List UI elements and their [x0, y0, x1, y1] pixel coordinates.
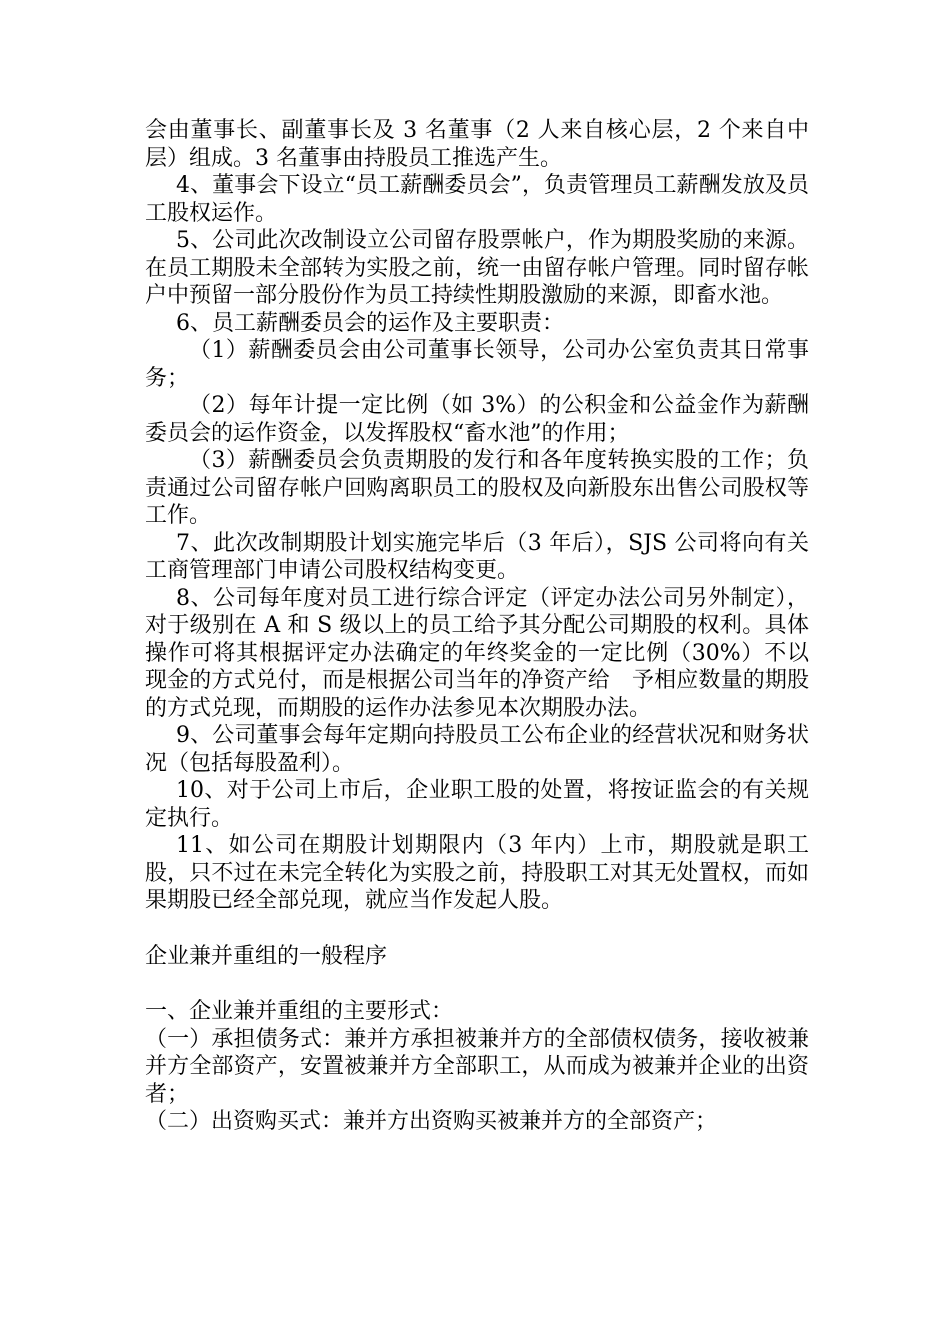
list-item-assume-debt: （一）承担债务式：兼并方承担被兼并方的全部债权债务，接收被兼并方全部资产，安置被兼并方全部职工，从而成为被兼并企业的出资者；	[145, 1026, 809, 1107]
paragraph-board-composition: 会由董事长、副董事长及 3 名董事（2 人来自核心层，2 个来自中层）组成。3 名董事由持股员工推选产生。	[145, 118, 809, 171]
section-title: 企业兼并重组的一般程序	[145, 943, 388, 969]
paragraph-item-11: 11、如公司在期股计划期限内（3 年内）上市，期股就是职工股，只不过在未完全转化为实股之前，持股职工对其无处置权，而如果期股已经全部兑现，就应当作发起人股。	[145, 833, 809, 913]
paragraph-item-5: 5、公司此次改制设立公司留存股票帐户，作为期股奖励的来源。在员工期股未全部转为实股之前，统一由留存帐户管理。同时留存帐户中预留一部分股份作为员工持续性期股激励的来源，即畜水池。	[145, 228, 809, 308]
paragraph-item-6-3: （3）薪酬委员会负责期股的发行和各年度转换实股的工作；负责通过公司留存帐户回购离职员工的股权及向新股东出售公司股权等工作。	[145, 448, 809, 528]
document-page	[145, 117, 809, 1136]
paragraph-item-6-2: （2）每年计提一定比例（如 3%）的公积金和公益金作为薪酬委员会的运作资金，以发挥股权“畜水池”的作用；	[145, 393, 809, 446]
paragraph-item-6-1: （1）薪酬委员会由公司董事长领导，公司办公室负责其日常事务；	[145, 338, 809, 391]
paragraph-item-9: 9、公司董事会每年定期向持股员工公布企业的经营状况和财务状况（包括每股盈利）。	[145, 723, 809, 776]
section-heading: 一、企业兼并重组的主要形式：	[145, 999, 454, 1024]
paragraph-item-6: 6、员工薪酬委员会的运作及主要职责：	[176, 310, 564, 336]
paragraph-item-7: 7、此次改制期股计划实施完毕后（3 年后），SJS 公司将向有关工商管理部门申请公司股权结构变更。	[145, 530, 809, 583]
paragraph-item-4: 4、董事会下设立“员工薪酬委员会”，负责管理员工薪酬发放及员工股权运作。	[145, 173, 809, 226]
list-item-purchase: （二）出资购买式：兼并方出资购买被兼并方的全部资产；	[145, 1109, 718, 1134]
paragraph-item-10: 10、对于公司上市后，企业职工股的处置，将按证监会的有关规定执行。	[145, 778, 809, 831]
paragraph-item-8: 8、公司每年度对员工进行综合评定（评定办法公司另外制定），对于级别在 A 和 S 级以上的员工给予其分配公司期股的权利。具体操作可将其根据评定办法确定的年终奖金的一定比例（30%）不以现金的方式兑付，而是根据公司当年的净资产给 予相应数量的期股的方式兑现，而期股的运作办法参见本次期股办法。	[145, 585, 809, 721]
